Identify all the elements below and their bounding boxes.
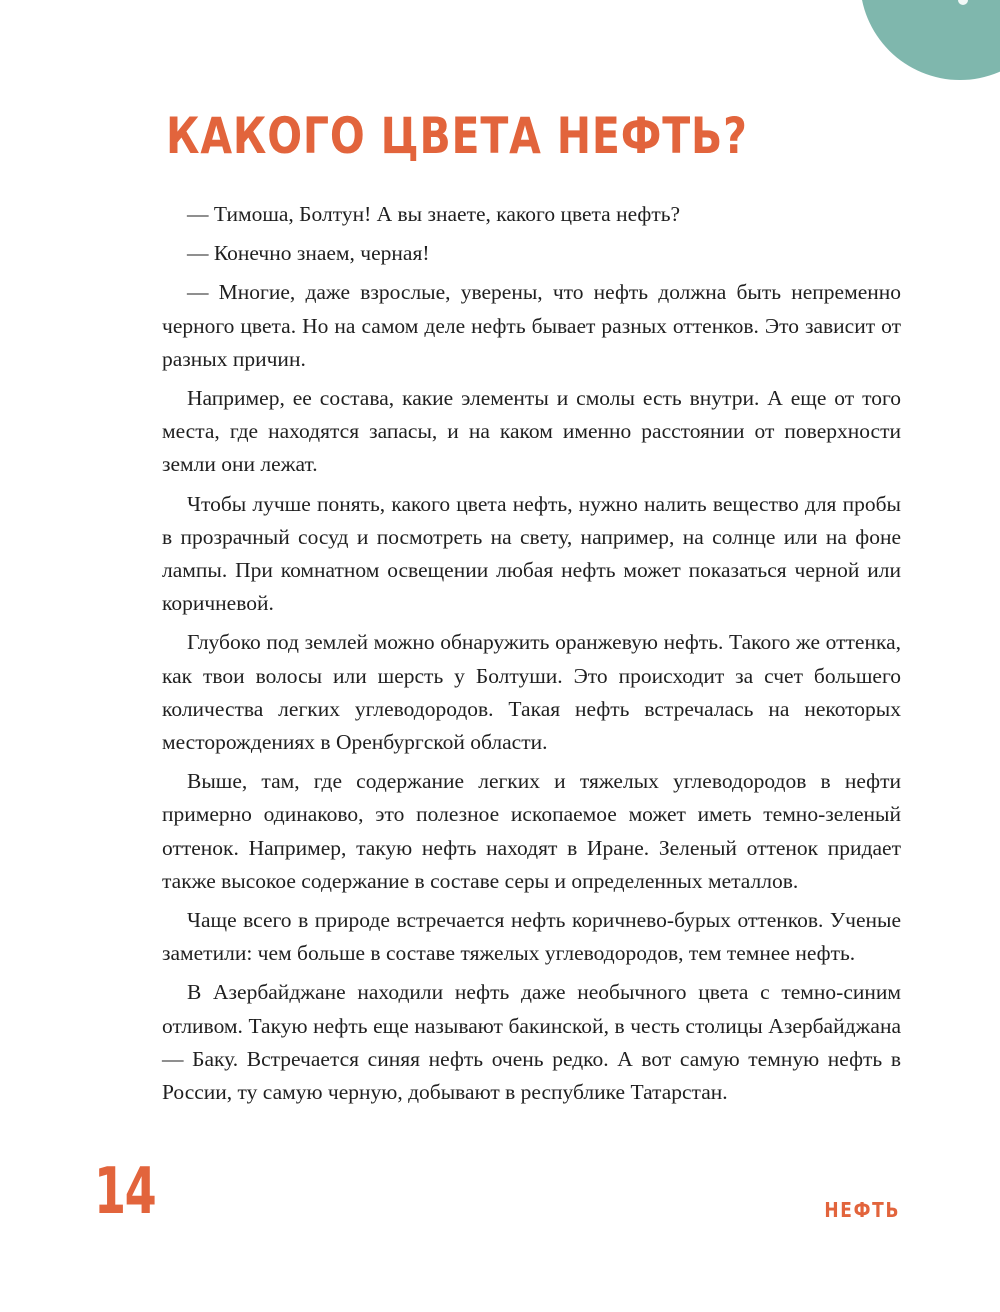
paragraph-5: Чтобы лучше понять, какого цвета нефть, нужно налить вещество для пробы в прозрачный сосуд и посмотреть на свету, например, на солнце или на фоне лампы. При комнатном освещении любая нефть может показаться черной или коричневой. [162, 491, 901, 616]
paragraph-9: В Азербайджане находили нефть даже необычного цвета с темно-синим отливом. Такую нефть еще называют бакинской, в честь столицы Азербайджана — Баку. Встречается синяя нефть очень редко. А вот самую темную нефть в России, ту самую черную, добывают в республике Татарстан. [162, 980, 901, 1105]
body-text [162, 198, 901, 1115]
page-title: КАКОГО ЦВЕТА НЕФТЬ? [166, 107, 748, 165]
paragraph-6: Глубоко под землей можно обнаружить оранжевую нефть. Такого же оттенка, как твои волосы или шерсть у Болтуши. Это происходит за счет большего количества легких углеводородов. Такая нефть встречалась на некоторых месторождениях в Оренбургской области. [162, 630, 901, 755]
corner-decoration [860, 0, 1000, 80]
paragraph-8: Чаще всего в природе встречается нефть коричнево-бурых оттенков. Ученые заметили: чем больше в составе тяжелых углеводородов, тем темнее нефть. [162, 908, 901, 966]
paragraph-1: — Тимоша, Болтун! А вы знаете, какого цвета нефть? [187, 202, 681, 226]
paragraph-2: — Конечно знаем, черная! [187, 241, 430, 266]
paragraph-7: Выше, там, где содержание легких и тяжелых углеводородов в нефти примерно одинаково, это полезное ископаемое может иметь темно-зеленый оттенок. Например, такую нефть находят в Иране. Зеленый оттенок придает также высокое содержание в составе серы и определенных металлов. [162, 769, 901, 893]
running-footer-title: НЕФТЬ [824, 1198, 900, 1222]
paragraph-3: — Многие, даже взрослые, уверены, что нефть должна быть непременно черного цвета. Но на самом деле нефть бывает разных оттенков. Это зависит от разных причин. [162, 280, 901, 371]
paragraph-4: Например, ее состава, какие элементы и смолы есть внутри. А еще от того места, где находятся запасы, и на каком именно расстоянии от поверхности земли они лежат. [162, 386, 901, 477]
page-number: 14 [94, 1155, 156, 1229]
